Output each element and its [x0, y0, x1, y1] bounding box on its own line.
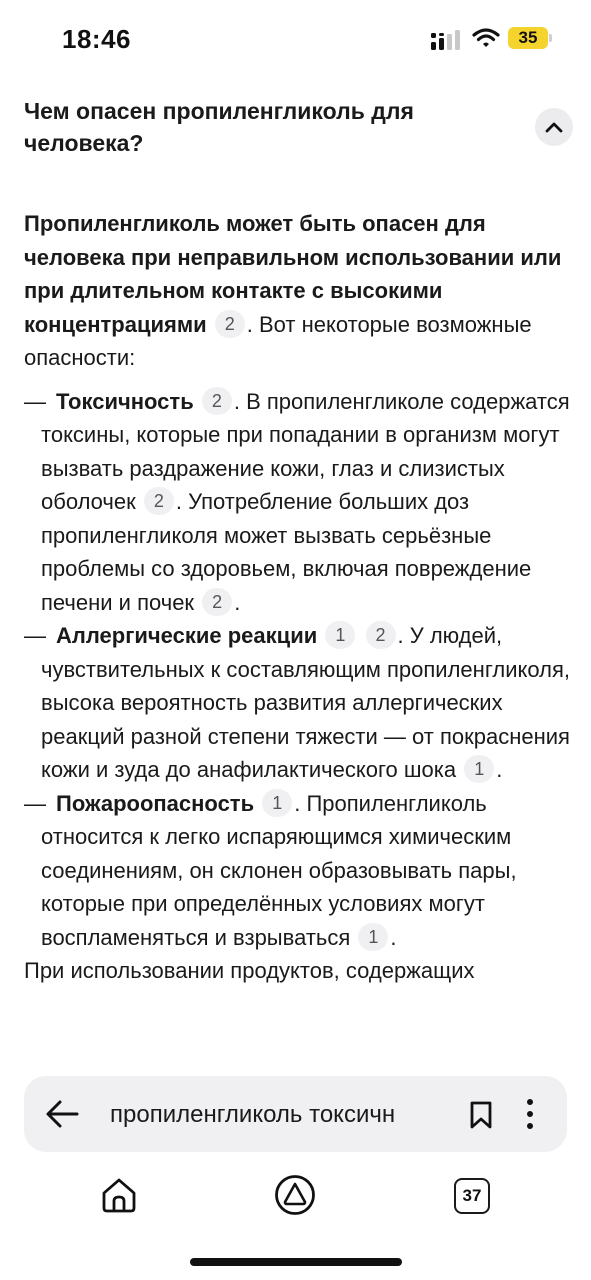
- chevron-up-icon: [545, 121, 563, 133]
- status-time: 18:46: [62, 24, 131, 54]
- item-term: Пожароопасность: [56, 790, 255, 816]
- list-item: [24, 787, 574, 955]
- search-bar[interactable]: [24, 1076, 567, 1152]
- intro-paragraph: [24, 207, 574, 375]
- intro-rest: . Вот некоторые возможные опасности:: [24, 311, 532, 370]
- bookmark-icon[interactable]: [468, 1100, 494, 1130]
- list-item: [24, 619, 574, 787]
- dash-marker: —: [24, 388, 46, 414]
- search-query[interactable]: пропиленгликоль токсичн: [110, 1101, 396, 1128]
- status-bar: [0, 0, 591, 78]
- collapse-button[interactable]: [535, 108, 573, 146]
- item-text: . В пропиленгликоле содержатся токсины, которые при попадании в организм могут вызвать раздражение кожи, глаз и слизистых оболочек: [41, 388, 570, 514]
- more-vertical-icon[interactable]: [518, 1096, 542, 1132]
- citation-chip[interactable]: 1: [262, 789, 292, 817]
- list-item: [24, 385, 574, 620]
- item-text: . У людей, чувствительных к составляющим пропиленгликоля, высока вероятность развития аллергических реакций разной степени тяжести — от покраснения кожи и зуда до анафилактического шока: [41, 623, 570, 782]
- home-indicator[interactable]: [190, 1258, 402, 1266]
- home-icon[interactable]: [100, 1176, 138, 1214]
- arrow-left-icon[interactable]: [44, 1098, 80, 1130]
- item-end: .: [496, 757, 503, 782]
- item-term: Аллергические реакции: [56, 623, 318, 648]
- outro-paragraph: При использовании продуктов, содержащих: [24, 958, 475, 983]
- citation-chip[interactable]: 1: [325, 621, 355, 649]
- citation-chip[interactable]: 2: [202, 387, 232, 415]
- dash-marker: —: [24, 623, 46, 648]
- citation-chip[interactable]: 1: [358, 923, 388, 951]
- citation-chip[interactable]: 2: [366, 621, 396, 649]
- answer-article: [24, 207, 574, 988]
- query-fade: [404, 1094, 444, 1134]
- content-fade: [0, 1030, 591, 1078]
- tabs-icon[interactable]: 37: [454, 1178, 490, 1214]
- item-end: .: [234, 589, 241, 615]
- cellular-signal-icon: [430, 30, 464, 52]
- wifi-icon: [472, 27, 500, 49]
- citation-chip[interactable]: 1: [464, 755, 494, 783]
- alice-icon[interactable]: [274, 1174, 316, 1216]
- citation-chip[interactable]: 2: [215, 310, 245, 338]
- battery-nub: [549, 34, 552, 42]
- citation-chip[interactable]: 2: [202, 588, 232, 616]
- battery-icon: 35: [508, 27, 548, 49]
- item-end: .: [390, 924, 397, 950]
- dash-marker: —: [24, 790, 46, 816]
- citation-chip[interactable]: 2: [144, 487, 174, 515]
- intro-bold: Пропиленгликоль может быть опасен для человека при неправильном использовании или при длительном контакте с высокими концентрациями: [24, 211, 562, 337]
- item-term: Токсичность: [56, 388, 194, 414]
- question-title: Чем опасен пропиленгликоль для человека?: [24, 98, 414, 156]
- item-text: . Пропиленгликоль относится к легко испаряющимся химическим соединениям, он склонен образовывать пары, которые при определённых условиях могут воспламеняться и взрываться: [41, 790, 517, 950]
- item-text: . Употребление больших доз пропиленгликоля может вызвать серьёзные проблемы со здоровьем, включая повреждение печени и почек: [41, 489, 532, 615]
